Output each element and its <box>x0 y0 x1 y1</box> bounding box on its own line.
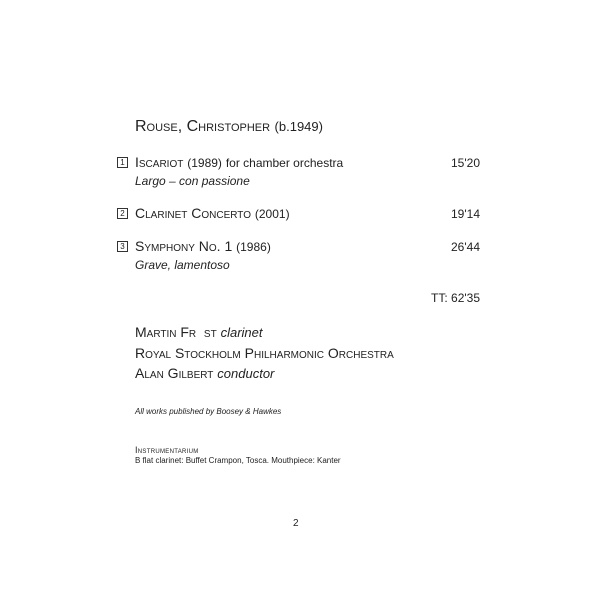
track-duration: 26'44 <box>451 240 480 254</box>
performer-role: conductor <box>217 366 275 381</box>
performer-line <box>135 345 394 361</box>
track-title: Symphony No. 1 <box>135 238 233 254</box>
performer-name: Royal Stockholm Philharmonic Orchestra <box>135 345 394 361</box>
track-duration: 19'14 <box>451 207 480 221</box>
track-duration: 15'20 <box>451 156 480 170</box>
composer-heading <box>135 118 323 136</box>
track-subtitle: Grave, lamentoso <box>135 258 230 272</box>
track-number-box: 3 <box>117 241 128 252</box>
composer-dates: (b.1949) <box>274 119 323 134</box>
track-extra: for chamber orchestra <box>225 156 344 170</box>
publisher-note: All works published by Boosey & Hawkes <box>135 407 282 416</box>
track-number-box: 1 <box>117 157 128 168</box>
track-year: (1989) <box>187 156 222 170</box>
total-time: TT: 62'35 <box>431 291 480 305</box>
track-title: Clarinet Concerto <box>135 205 251 221</box>
track-title-line <box>135 154 343 170</box>
instrumentarium-text: B flat clarinet: Buffet Crampon, Tosca. Mouthpiece: Kanter <box>135 456 341 465</box>
performer-line <box>135 324 263 340</box>
track-title-line <box>135 205 290 221</box>
track-title-line <box>135 238 271 254</box>
track-year: (2001) <box>254 207 290 221</box>
performer-name: Alan Gilbert <box>135 365 214 381</box>
page-number: 2 <box>293 518 299 529</box>
performer-line <box>135 365 274 381</box>
track-year: (1986) <box>236 240 271 254</box>
performer-name: Martin Fr st <box>135 324 217 340</box>
instrumentarium-heading: Instrumentarium <box>135 445 199 455</box>
track-title: Iscariot <box>135 154 184 170</box>
track-subtitle: Largo – con passione <box>135 174 250 188</box>
performer-role: clarinet <box>220 325 263 340</box>
composer-name: Rouse, Christopher <box>135 118 271 135</box>
track-number-box: 2 <box>117 208 128 219</box>
